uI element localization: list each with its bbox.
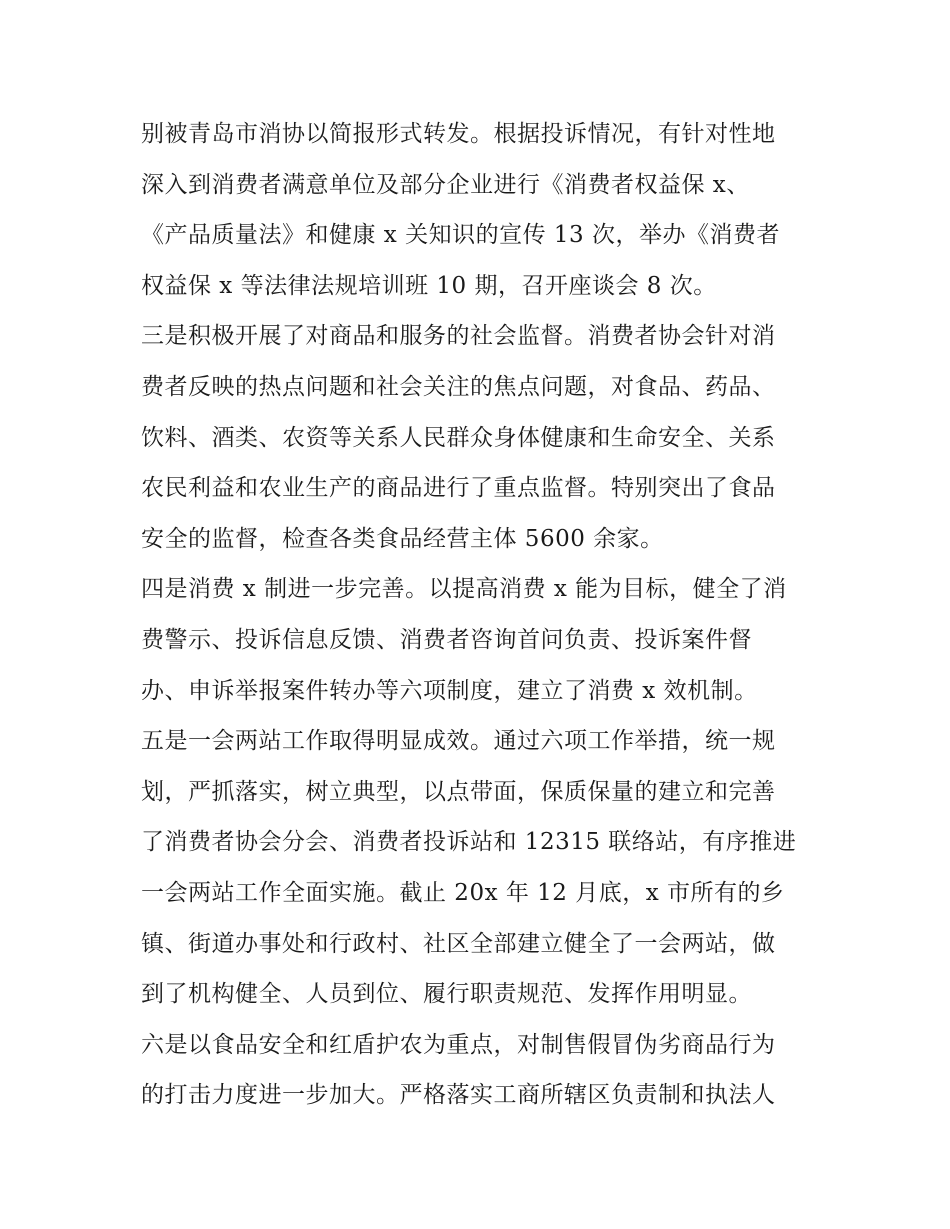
text-line: 农民利益和农业生产的商品进行了重点监督。特别突出了食品	[141, 475, 776, 502]
text-line: 安全的监督，检查各类食品经营主体 5600 余家。	[141, 525, 664, 552]
text-line: 三是积极开展了对商品和服务的社会监督。消费者协会针对消	[141, 323, 776, 350]
text-line: 一会两站工作全面实施。截止 20x 年 12 月底，x 市所有的乡	[141, 879, 785, 906]
text-line: 深入到消费者满意单位及部分企业进行《消费者权益保 x、	[141, 171, 750, 198]
text-line: 划，严抓落实，树立典型，以点带面，保质保量的建立和完善	[141, 778, 776, 805]
text-line: 六是以食品安全和红盾护农为重点，对制售假冒伪劣商品行为	[141, 1031, 776, 1058]
text-line: 四是消费 x 制进一步完善。以提高消费 x 能为目标，健全了消	[141, 576, 787, 603]
text-line: 到了机构健全、人员到位、履行职责规范、发挥作用明显。	[141, 981, 752, 1008]
text-line: 了消费者协会分会、消费者投诉站和 12315 联络站，有序推进	[141, 829, 797, 856]
text-line: 《产品质量法》和健康 x 关知识的宣传 13 次，举办《消费者	[141, 222, 780, 249]
text-line: 权益保 x 等法律法规培训班 10 期，召开座谈会 8 次。	[141, 272, 717, 299]
text-line: 五是一会两站工作取得明显成效。通过六项工作举措，统一规	[141, 728, 776, 755]
text-line: 的打击力度进一步加大。严格落实工商所辖区负责制和执法人	[141, 1082, 776, 1109]
document-body	[141, 109, 821, 1121]
text-line: 饮料、酒类、农资等关系人民群众身体健康和生命安全、关系	[141, 424, 776, 451]
text-line: 镇、街道办事处和行政村、社区全部建立健全了一会两站，做	[141, 930, 776, 957]
text-line: 费者反映的热点问题和社会关注的焦点问题，对食品、药品、	[141, 373, 776, 400]
text-line: 别被青岛市消协以简报形式转发。根据投诉情况，有针对性地	[141, 121, 776, 147]
text-line: 费警示、投诉信息反馈、消费者咨询首问负责、投诉案件督	[141, 626, 752, 653]
text-line: 办、申诉举报案件转办等六项制度，建立了消费 x 效机制。	[141, 677, 758, 704]
